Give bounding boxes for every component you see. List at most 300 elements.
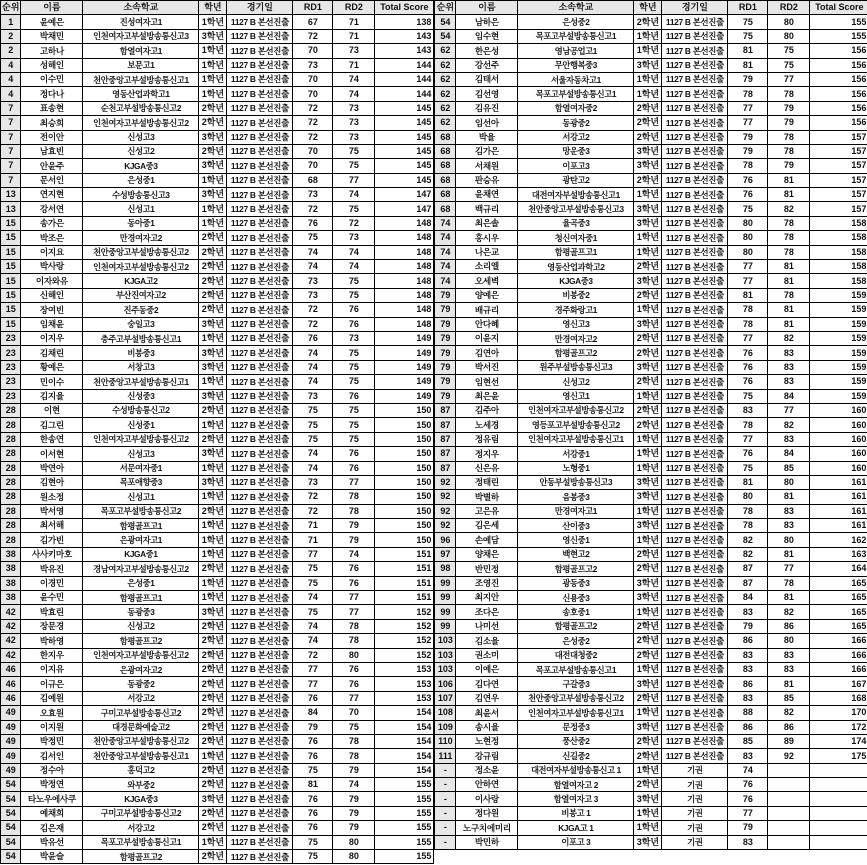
cell-rd1: 76 [728,346,768,360]
cell-total: 161 [810,475,867,489]
table-row [435,87,867,101]
cell-rd2: 75 [333,159,375,173]
cell-rd1: 67 [293,15,333,29]
table-row [1,202,434,216]
cell-total: 156 [810,72,867,86]
cell-grade: 1학년 [634,821,662,835]
cell-rank: 79 [435,317,456,331]
table-row [1,418,434,432]
cell-name: 박서영 [21,504,83,518]
cell-grade: 2학년 [199,821,227,835]
cell-total: 145 [375,116,434,130]
cell-name: 송시율 [456,720,518,734]
table-row [435,202,867,216]
cell-name: 박사랑 [21,260,83,274]
cell-school: 이포고3 [518,159,634,173]
table-row [1,360,434,374]
cell-gameday: 1127 B 본선진출 [227,519,293,533]
cell-grade: 1학년 [199,15,227,29]
cell-grade: 2학년 [634,375,662,389]
cell-rd1: 82 [728,547,768,561]
cell-rd2: 78 [333,490,375,504]
cell-total: 153 [375,677,434,691]
cell-name: 원소정 [21,490,83,504]
cell-rd2: 82 [768,706,810,720]
cell-total: 150 [375,403,434,417]
cell-total: 160 [810,461,867,475]
cell-total: 145 [375,144,434,158]
cell-rd2: 78 [768,576,810,590]
cell-grade: 1학년 [199,461,227,475]
table-row [435,619,867,633]
cell-gameday: 1127 B 본선진출 [662,475,728,489]
cell-name: 김은세 [456,519,518,533]
cell-rd2: 77 [333,173,375,187]
cell-gameday: 1127 B 본선진출 [227,101,293,115]
cell-rd1: 81 [728,288,768,302]
cell-school: 만경여자고2 [83,231,199,245]
cell-rd1: 75 [293,763,333,777]
cell-total: 144 [375,87,434,101]
cell-rank: 87 [435,461,456,475]
cell-total: 155 [375,778,434,792]
cell-rank: - [435,821,456,835]
cell-gameday: 1127 B 본선진출 [662,331,728,345]
cell-rd2: 78 [768,87,810,101]
cell-gameday: 1127 B 본선진출 [227,346,293,360]
cell-school: 풍산중2 [518,734,634,748]
table-row [435,677,867,691]
cell-school: 천안중앙고부설방송통신고2 [83,734,199,748]
cell-grade: 2학년 [634,691,662,705]
cell-rank: 7 [1,144,21,158]
cell-rd2 [768,792,810,806]
cell-total: 150 [375,490,434,504]
column-header-rd1: RD1 [728,1,768,15]
cell-grade: 2학년 [199,662,227,676]
cell-rd2: 73 [333,101,375,115]
cell-school: 동광중2 [518,116,634,130]
cell-rd1: 73 [293,288,333,302]
table-row [435,418,867,432]
cell-rank: 62 [435,101,456,115]
column-header-rd2: RD2 [768,1,810,15]
table-row [435,490,867,504]
cell-gameday: 1127 B 본선진출 [227,749,293,763]
cell-grade: 3학년 [634,519,662,533]
cell-rd1: 75 [728,15,768,29]
cell-rd2: 81 [768,260,810,274]
table-row [1,763,434,777]
cell-total: 148 [375,288,434,302]
cell-school: 신성고3 [83,447,199,461]
cell-rd1: 77 [728,331,768,345]
table-row [1,58,434,72]
cell-rank: 96 [435,533,456,547]
cell-rd1: 80 [728,216,768,230]
cell-rd1: 75 [293,576,333,590]
cell-total: 159 [810,288,867,302]
cell-school: 숭일고3 [83,317,199,331]
cell-rd1: 75 [293,418,333,432]
cell-rd2: 78 [333,634,375,648]
cell-rank: 7 [1,116,21,130]
cell-name: 임채윤 [21,317,83,331]
cell-rd1: 76 [728,778,768,792]
cell-name: 박유진 [21,562,83,576]
cell-gameday: 1127 B 본선진출 [662,605,728,619]
cell-grade: 1학년 [199,576,227,590]
cell-school: 광동중3 [518,576,634,590]
table-row [1,159,434,173]
cell-grade: 2학년 [199,691,227,705]
cell-name: 나미선 [456,619,518,633]
cell-name: 임수현 [456,29,518,43]
cell-gameday: 기권 [662,835,728,849]
cell-gameday: 1127 B 본선진출 [227,216,293,230]
table-row [435,821,867,835]
cell-rank: 74 [435,274,456,288]
cell-gameday: 1127 B 본선진출 [227,29,293,43]
cell-rd2: 85 [768,461,810,475]
cell-rd2 [768,806,810,820]
cell-school: 함열여자고1 [83,44,199,58]
cell-rd1: 72 [293,648,333,662]
cell-gameday: 기권 [662,806,728,820]
table-row [1,619,434,633]
cell-rd1: 81 [728,58,768,72]
cell-rd1: 70 [293,159,333,173]
cell-total: 159 [810,303,867,317]
cell-school: 천안중앙고부설방송통신고3 [518,202,634,216]
cell-rd2: 80 [768,15,810,29]
cell-rd1: 84 [728,591,768,605]
cell-gameday: 1127 B 본선진출 [662,677,728,691]
cell-rank: 111 [435,749,456,763]
cell-rd2: 78 [768,144,810,158]
cell-rd2: 79 [333,519,375,533]
cell-school: 서울자동차고1 [518,72,634,86]
cell-grade: 3학년 [199,475,227,489]
cell-name: 신해인 [21,288,83,302]
cell-name: 김은재 [21,821,83,835]
table-row [1,245,434,259]
cell-school: 인천여자고부설방송통신고2 [83,648,199,662]
cell-total: 157 [810,188,867,202]
cell-name: 김유진 [456,101,518,115]
cell-total: 158 [810,245,867,259]
cell-rank: 13 [1,202,21,216]
cell-total: 156 [810,101,867,115]
cell-school: 경남여자고부설방송통신고2 [83,562,199,576]
cell-total: 164 [810,562,867,576]
cell-rd2: 75 [333,375,375,389]
cell-name: 조영진 [456,576,518,590]
cell-gameday: 1127 B 본선진출 [662,461,728,475]
cell-grade: 2학년 [634,648,662,662]
cell-rank: 23 [1,346,21,360]
cell-name: 표송현 [21,101,83,115]
cell-rd1: 85 [728,734,768,748]
cell-gameday: 1127 B 본선진출 [662,231,728,245]
table-row [1,821,434,835]
cell-total: 148 [375,231,434,245]
cell-rank: 4 [1,58,21,72]
cell-school: 부산진여자고2 [83,288,199,302]
cell-rank: - [435,792,456,806]
cell-rd2: 86 [768,720,810,734]
cell-name: 김지율 [21,389,83,403]
cell-grade: 2학년 [634,15,662,29]
table-row [435,274,867,288]
table-row [1,303,434,317]
cell-rank: 28 [1,533,21,547]
table-row [435,44,867,58]
cell-rank: 54 [1,792,21,806]
cell-total: 158 [810,216,867,230]
table-row [1,216,434,230]
table-row [435,605,867,619]
cell-rank: 54 [1,835,21,849]
table-row [1,72,434,86]
cell-school: 음봉중3 [518,490,634,504]
cell-rank: 49 [1,749,21,763]
cell-gameday: 1127 B 본선진출 [662,58,728,72]
cell-name: 박정민 [21,734,83,748]
cell-rank: 79 [435,360,456,374]
cell-rd1: 76 [728,447,768,461]
table-row [1,806,434,820]
cell-rd2: 79 [768,159,810,173]
table-row [1,591,434,605]
cell-school: KJGA중3 [518,274,634,288]
cell-grade: 1학년 [199,87,227,101]
cell-grade: 1학년 [634,662,662,676]
cell-name: 반민정 [456,562,518,576]
cell-rd2: 71 [333,58,375,72]
cell-gameday: 1127 B 본선진출 [227,547,293,561]
cell-rank: 92 [435,519,456,533]
cell-name: 한은성 [456,44,518,58]
cell-school: 함열여자고 3 [518,792,634,806]
cell-rd2: 80 [333,850,375,864]
cell-rd2: 78 [333,749,375,763]
cell-rd1: 72 [293,116,333,130]
cell-gameday: 1127 B 본선진출 [227,677,293,691]
cell-rank: 15 [1,216,21,230]
cell-rd1: 75 [728,461,768,475]
cell-total [810,835,867,849]
cell-total: 159 [810,375,867,389]
cell-total: 138 [375,15,434,29]
cell-grade: 3학년 [634,202,662,216]
cell-rank: 103 [435,662,456,676]
cell-rank: 15 [1,274,21,288]
cell-rank: 74 [435,231,456,245]
cell-school: 천안중앙고부설방송통신고2 [518,691,634,705]
cell-school: 대전여자부설방송통신고 1 [518,763,634,777]
cell-total: 154 [375,763,434,777]
cell-rd1: 86 [728,720,768,734]
cell-rd2: 70 [333,706,375,720]
cell-rank: 54 [1,778,21,792]
cell-rd2: 75 [333,288,375,302]
cell-rd1: 70 [293,87,333,101]
cell-rd2: 81 [768,591,810,605]
cell-grade: 2학년 [199,116,227,130]
cell-name: 김연우 [456,691,518,705]
cell-total: 154 [375,749,434,763]
cell-grade: 2학년 [199,619,227,633]
cell-name: 연지현 [21,188,83,202]
cell-name: 최서해 [21,519,83,533]
cell-school: 천안중앙고부설방송통신고1 [83,375,199,389]
cell-grade: 1학년 [634,87,662,101]
cell-school: 서강고2 [83,691,199,705]
cell-rd1: 75 [293,850,333,864]
cell-school: 대전여자부설방송통신고1 [518,188,634,202]
cell-rank: 23 [1,360,21,374]
cell-school: 함열여자고 2 [518,778,634,792]
cell-rank: 28 [1,432,21,446]
cell-grade: 2학년 [199,778,227,792]
cell-school: 신길중2 [518,749,634,763]
cell-gameday: 1127 B 본선진출 [227,763,293,777]
cell-gameday: 1127 B 본선진출 [227,260,293,274]
cell-gameday: 1127 B 본선진출 [227,418,293,432]
cell-school: 함평골프고1 [83,519,199,533]
cell-rd1: 83 [728,835,768,849]
table-row [435,504,867,518]
cell-rd1: 77 [728,116,768,130]
cell-total: 167 [810,677,867,691]
cell-total: 159 [810,360,867,374]
table-row [1,331,434,345]
cell-grade: 1학년 [199,547,227,561]
cell-gameday: 1127 B 본선진출 [662,432,728,446]
cell-rd1: 72 [293,202,333,216]
cell-total: 144 [375,72,434,86]
cell-total: 155 [375,792,434,806]
cell-rd2: 77 [333,591,375,605]
cell-rd2: 79 [333,806,375,820]
cell-total: 155 [810,15,867,29]
cell-rank: 68 [435,144,456,158]
cell-school: 율곡중3 [518,216,634,230]
cell-rd1: 74 [293,260,333,274]
cell-gameday: 1127 B 본선진출 [227,806,293,820]
cell-school: 신성고1 [83,490,199,504]
table-row [435,461,867,475]
cell-name: 노구치에미리 [456,821,518,835]
cell-rd2: 73 [333,116,375,130]
cell-total: 149 [375,346,434,360]
cell-school: 비봉고 1 [518,806,634,820]
cell-grade: 1학년 [199,490,227,504]
cell-gameday: 1127 B 본선진출 [662,360,728,374]
cell-rd1: 74 [293,346,333,360]
cell-grade: 2학년 [634,634,662,648]
table-row [435,706,867,720]
cell-gameday: 1127 B 본선진출 [227,475,293,489]
cell-rd2: 73 [333,44,375,58]
table-row [1,547,434,561]
cell-gameday: 1127 B 본선진출 [227,331,293,345]
cell-rank: - [435,778,456,792]
cell-name: 예채희 [21,806,83,820]
cell-total: 172 [810,720,867,734]
cell-name: 최승희 [21,116,83,130]
cell-rd2: 83 [768,519,810,533]
cell-rd1: 77 [728,260,768,274]
table-row [1,317,434,331]
cell-total: 160 [810,447,867,461]
cell-total: 148 [375,274,434,288]
cell-total: 153 [375,662,434,676]
cell-school: 구미고부설방송통신고2 [83,706,199,720]
cell-total: 161 [810,490,867,504]
table-row [435,288,867,302]
cell-school: 신성고2 [83,619,199,633]
cell-name: 박조은 [21,231,83,245]
table-row [1,850,434,864]
cell-grade: 3학년 [199,159,227,173]
cell-gameday: 1127 B 본선진출 [662,87,728,101]
cell-rank: 42 [1,605,21,619]
cell-grade: 1학년 [199,331,227,345]
cell-rd1: 76 [728,173,768,187]
table-row [1,87,434,101]
cell-name: 박채민 [21,29,83,43]
cell-total: 148 [375,303,434,317]
cell-grade: 3학년 [634,490,662,504]
cell-total: 145 [375,130,434,144]
table-row [435,576,867,590]
cell-school: KJGA중3 [83,159,199,173]
cell-rd2: 83 [768,662,810,676]
cell-rank: 7 [1,159,21,173]
cell-name: 노현정 [456,734,518,748]
cell-grade: 2학년 [634,346,662,360]
cell-rank: 1 [1,15,21,29]
cell-gameday: 1127 B 본선진출 [662,418,728,432]
cell-grade: 1학년 [634,706,662,720]
cell-rd2: 77 [333,691,375,705]
table-row [1,44,434,58]
cell-rd1: 83 [728,749,768,763]
cell-rank: - [435,835,456,849]
cell-rank: 79 [435,389,456,403]
cell-grade: 2학년 [634,331,662,345]
cell-rank: 7 [1,101,21,115]
cell-total: 152 [375,634,434,648]
table-row [1,116,434,130]
cell-total: 157 [810,130,867,144]
cell-name: 조다은 [456,605,518,619]
cell-grade: 1학년 [634,533,662,547]
cell-total: 162 [810,533,867,547]
cell-gameday: 1127 B 본선진출 [662,130,728,144]
cell-name: 이현 [21,403,83,417]
cell-grade: 2학년 [199,734,227,748]
cell-rd1: 80 [728,490,768,504]
table-row [1,144,434,158]
cell-name: 오세벽 [456,274,518,288]
cell-name: 서채원 [456,159,518,173]
cell-grade: 2학년 [634,116,662,130]
cell-name: 고은유 [456,504,518,518]
cell-rd1: 76 [293,821,333,835]
